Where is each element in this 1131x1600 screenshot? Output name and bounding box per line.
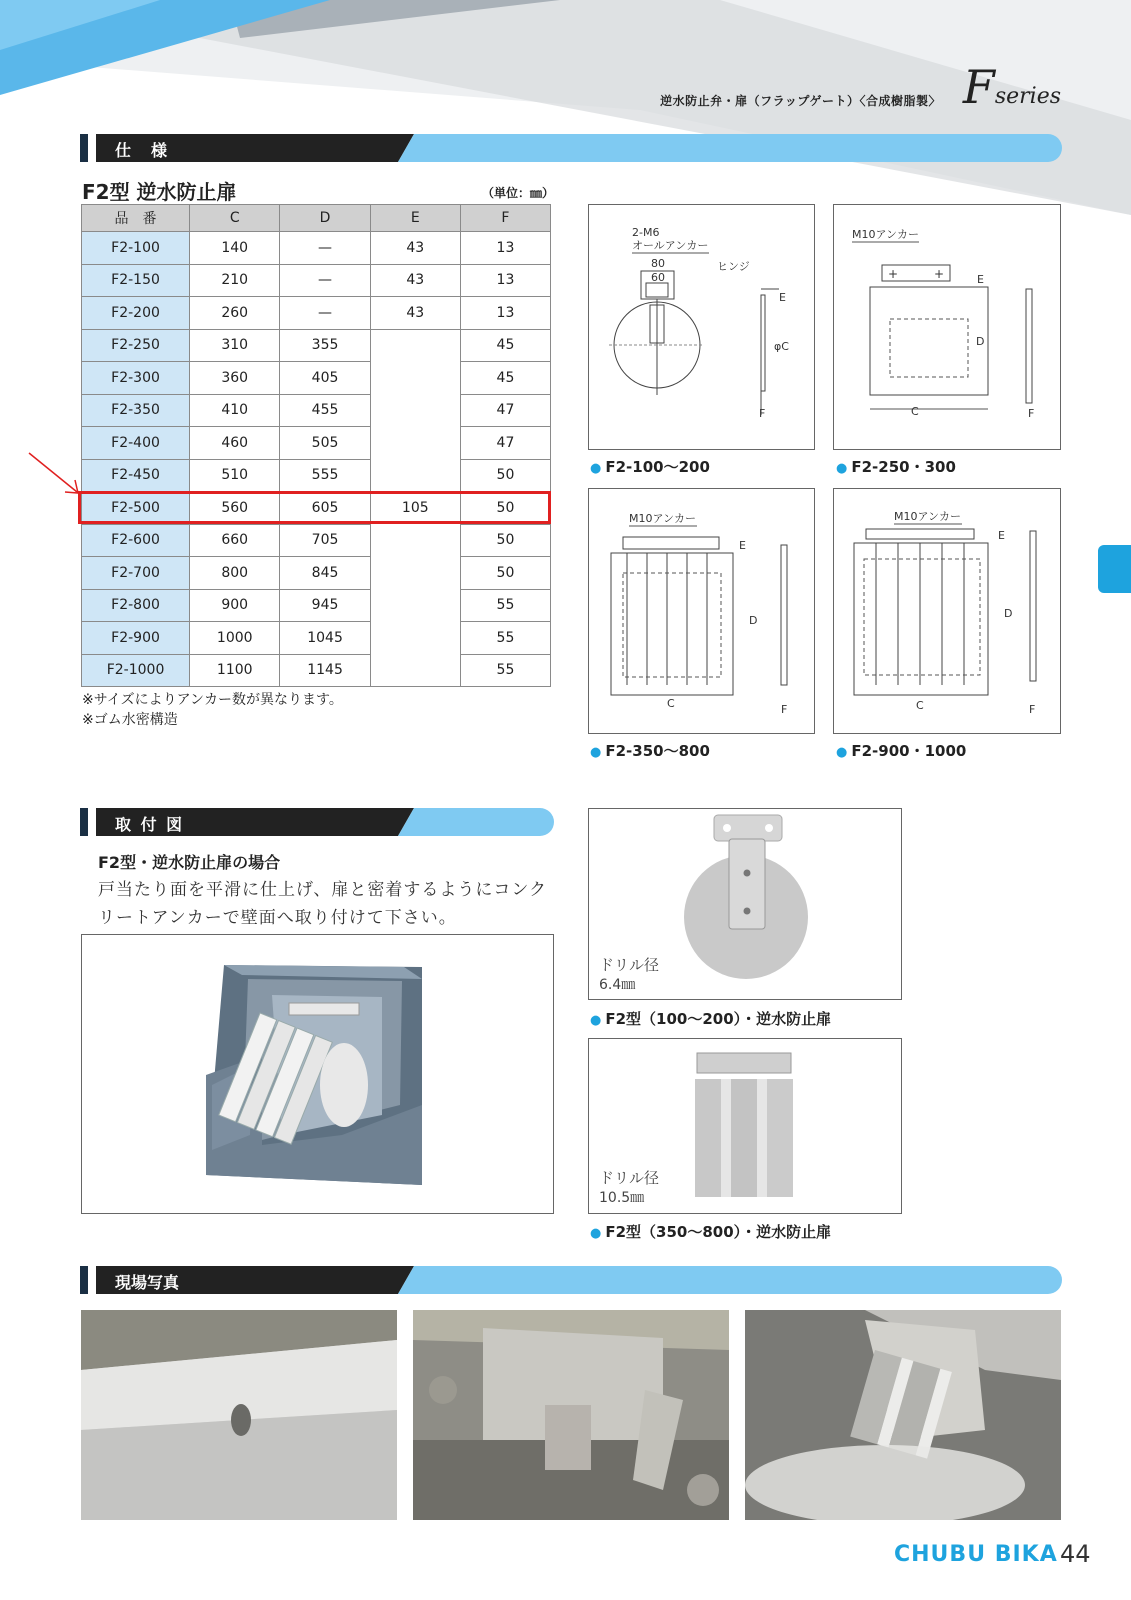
svg-text:C: C — [667, 697, 675, 710]
diagram-f2-900-1000 — [833, 488, 1061, 734]
value-cell: 605 — [280, 492, 370, 525]
value-cell: 900 — [190, 589, 280, 622]
install-subtitle: F2型・逆水防止扉の場合 — [98, 853, 281, 872]
value-cell: 455 — [280, 394, 370, 427]
svg-text:M10アンカー: M10アンカー — [894, 510, 962, 523]
model-cell: F2-150 — [82, 264, 190, 297]
model-cell: F2-200 — [82, 297, 190, 330]
install-illustration — [81, 934, 554, 1214]
value-cell: 50 — [460, 557, 550, 590]
model-cell: F2-1000 — [82, 654, 190, 687]
value-cell: 410 — [190, 394, 280, 427]
value-cell: 705 — [280, 524, 370, 557]
svg-text:80: 80 — [651, 257, 665, 270]
model-cell: F2-400 — [82, 427, 190, 460]
product-caption: ● F2型（350〜800）・逆水防止扉 — [590, 1223, 832, 1241]
column-header: 品 番 — [82, 205, 190, 232]
diagram-caption: ● F2-350〜800 — [590, 742, 710, 760]
value-cell: 55 — [460, 654, 550, 687]
value-cell — [370, 654, 460, 687]
value-cell — [370, 557, 460, 590]
table-row — [82, 654, 551, 687]
table-row — [82, 557, 551, 590]
model-cell: F2-700 — [82, 557, 190, 590]
svg-text:E: E — [739, 539, 746, 552]
value-cell — [370, 362, 460, 395]
value-cell: 405 — [280, 362, 370, 395]
model-cell: F2-800 — [82, 589, 190, 622]
svg-text:C: C — [916, 699, 924, 712]
value-cell: 555 — [280, 459, 370, 492]
drill-value: 6.4㎜ — [599, 977, 636, 993]
value-cell: 1145 — [280, 654, 370, 687]
highlight-box — [78, 491, 551, 524]
model-cell: F2-500 — [82, 492, 190, 525]
diagram-caption: ● F2-250・300 — [836, 458, 956, 476]
svg-text:D: D — [976, 335, 985, 348]
unit-label: （単位：㎜） — [482, 186, 555, 200]
value-cell: 310 — [190, 329, 280, 362]
product-caption: ● F2型（100〜200）・逆水防止扉 — [590, 1010, 832, 1028]
model-cell: F2-450 — [82, 459, 190, 492]
product-photo-1 — [588, 808, 902, 1000]
site-photo-3 — [745, 1310, 1061, 1520]
value-cell: 43 — [370, 232, 460, 265]
value-cell — [370, 329, 460, 362]
svg-text:F: F — [781, 703, 788, 716]
value-cell: 460 — [190, 427, 280, 460]
svg-text:F: F — [759, 407, 766, 420]
svg-text:M10アンカー: M10アンカー — [852, 228, 920, 241]
table-row — [82, 297, 551, 330]
table-row — [82, 427, 551, 460]
site-photo-2 — [413, 1310, 729, 1520]
table-row — [82, 232, 551, 265]
product-title: F2型 逆水防止扉 — [82, 180, 237, 204]
svg-text:オールアンカー: オールアンカー — [632, 239, 709, 252]
diagram-f2-100-200 — [588, 204, 815, 450]
model-cell: F2-300 — [82, 362, 190, 395]
svg-text:D: D — [749, 614, 758, 627]
column-header: D — [280, 205, 370, 232]
site-photo-1 — [81, 1310, 397, 1520]
svg-text:60: 60 — [651, 271, 665, 284]
section-bar-site — [80, 1266, 1062, 1294]
value-cell: 360 — [190, 362, 280, 395]
value-cell: 210 — [190, 264, 280, 297]
drill-label: ドリル径 — [599, 1169, 660, 1187]
table-row — [82, 329, 551, 362]
install-text: 戸当たり面を平滑に仕上げ、扉と密着するようにコンク リートアンカーで壁面へ取り付けて下さい。 — [98, 880, 547, 928]
table-row — [82, 459, 551, 492]
value-cell: 845 — [280, 557, 370, 590]
table-row — [82, 622, 551, 655]
model-cell: F2-250 — [82, 329, 190, 362]
value-cell — [370, 524, 460, 557]
svg-text:F: F — [1028, 407, 1035, 420]
value-cell: 50 — [460, 524, 550, 557]
note-2: ※ゴム水密構造 — [82, 712, 178, 728]
diagram-f2-350-800 — [588, 488, 815, 734]
value-cell: 55 — [460, 589, 550, 622]
page-number: 44 — [1060, 1540, 1091, 1568]
section-label: 取 付 図 — [115, 815, 185, 834]
svg-text:E: E — [977, 273, 984, 286]
table-row — [82, 524, 551, 557]
value-cell: — — [280, 297, 370, 330]
value-cell: 47 — [460, 394, 550, 427]
value-cell: 1100 — [190, 654, 280, 687]
value-cell: 560 — [190, 492, 280, 525]
value-cell: 510 — [190, 459, 280, 492]
value-cell: 945 — [280, 589, 370, 622]
svg-text:E: E — [998, 529, 1005, 542]
model-cell: F2-100 — [82, 232, 190, 265]
value-cell: 43 — [370, 297, 460, 330]
value-cell: 43 — [370, 264, 460, 297]
section-label: 仕 様 — [115, 141, 170, 160]
value-cell: 47 — [460, 427, 550, 460]
value-cell: 260 — [190, 297, 280, 330]
value-cell: 13 — [460, 264, 550, 297]
value-cell: 45 — [460, 329, 550, 362]
note-1: ※サイズによりアンカー数が異なります。 — [82, 692, 343, 708]
table-row — [82, 362, 551, 395]
value-cell: 13 — [460, 297, 550, 330]
svg-text:M10アンカー: M10アンカー — [629, 512, 697, 525]
section-label: 現場写真 — [115, 1273, 180, 1292]
value-cell: — — [280, 232, 370, 265]
value-cell: 1045 — [280, 622, 370, 655]
value-cell: 45 — [460, 362, 550, 395]
drill-label: ドリル径 — [599, 956, 660, 974]
value-cell: 1000 — [190, 622, 280, 655]
svg-text:F: F — [1029, 703, 1036, 716]
drill-value: 10.5㎜ — [599, 1190, 645, 1206]
column-header: F — [460, 205, 550, 232]
value-cell: — — [280, 264, 370, 297]
column-header: E — [370, 205, 460, 232]
value-cell — [370, 427, 460, 460]
company-logo: CHUBU BIKA — [894, 1542, 1058, 1567]
column-header: C — [190, 205, 280, 232]
value-cell — [370, 394, 460, 427]
svg-text:+: + — [888, 267, 899, 281]
svg-text:ヒンジ: ヒンジ — [717, 260, 750, 273]
value-cell: 505 — [280, 427, 370, 460]
value-cell — [370, 589, 460, 622]
value-cell: 50 — [460, 492, 550, 525]
side-tab — [1098, 545, 1131, 593]
value-cell: 800 — [190, 557, 280, 590]
value-cell — [370, 622, 460, 655]
svg-text:E: E — [779, 291, 786, 304]
model-cell: F2-350 — [82, 394, 190, 427]
series-logo: Fseries — [962, 60, 1061, 114]
svg-text:D: D — [1004, 607, 1013, 620]
value-cell: 140 — [190, 232, 280, 265]
value-cell: 50 — [460, 459, 550, 492]
diagram-f2-250-300 — [833, 204, 1061, 450]
svg-text:C: C — [911, 405, 919, 418]
svg-text:+: + — [934, 267, 945, 281]
spec-table — [81, 204, 551, 687]
value-cell: 105 — [370, 492, 460, 525]
value-cell — [370, 459, 460, 492]
table-row — [82, 394, 551, 427]
svg-text:2-M6: 2-M6 — [632, 226, 660, 239]
diagram-caption: ● F2-100〜200 — [590, 458, 710, 476]
model-cell: F2-900 — [82, 622, 190, 655]
value-cell: 660 — [190, 524, 280, 557]
section-bar-install — [80, 808, 554, 836]
section-bar-spec — [80, 134, 1062, 162]
svg-text:φC: φC — [774, 340, 789, 353]
value-cell: 13 — [460, 232, 550, 265]
model-cell: F2-600 — [82, 524, 190, 557]
table-row — [82, 264, 551, 297]
value-cell: 355 — [280, 329, 370, 362]
header-title: 逆水防止弁・扉（フラップゲート）〈合成樹脂製〉 — [660, 94, 941, 108]
arrow-icon — [25, 450, 85, 500]
value-cell: 55 — [460, 622, 550, 655]
diagram-caption: ● F2-900・1000 — [836, 742, 967, 760]
product-photo-2 — [588, 1038, 902, 1214]
table-row — [82, 589, 551, 622]
